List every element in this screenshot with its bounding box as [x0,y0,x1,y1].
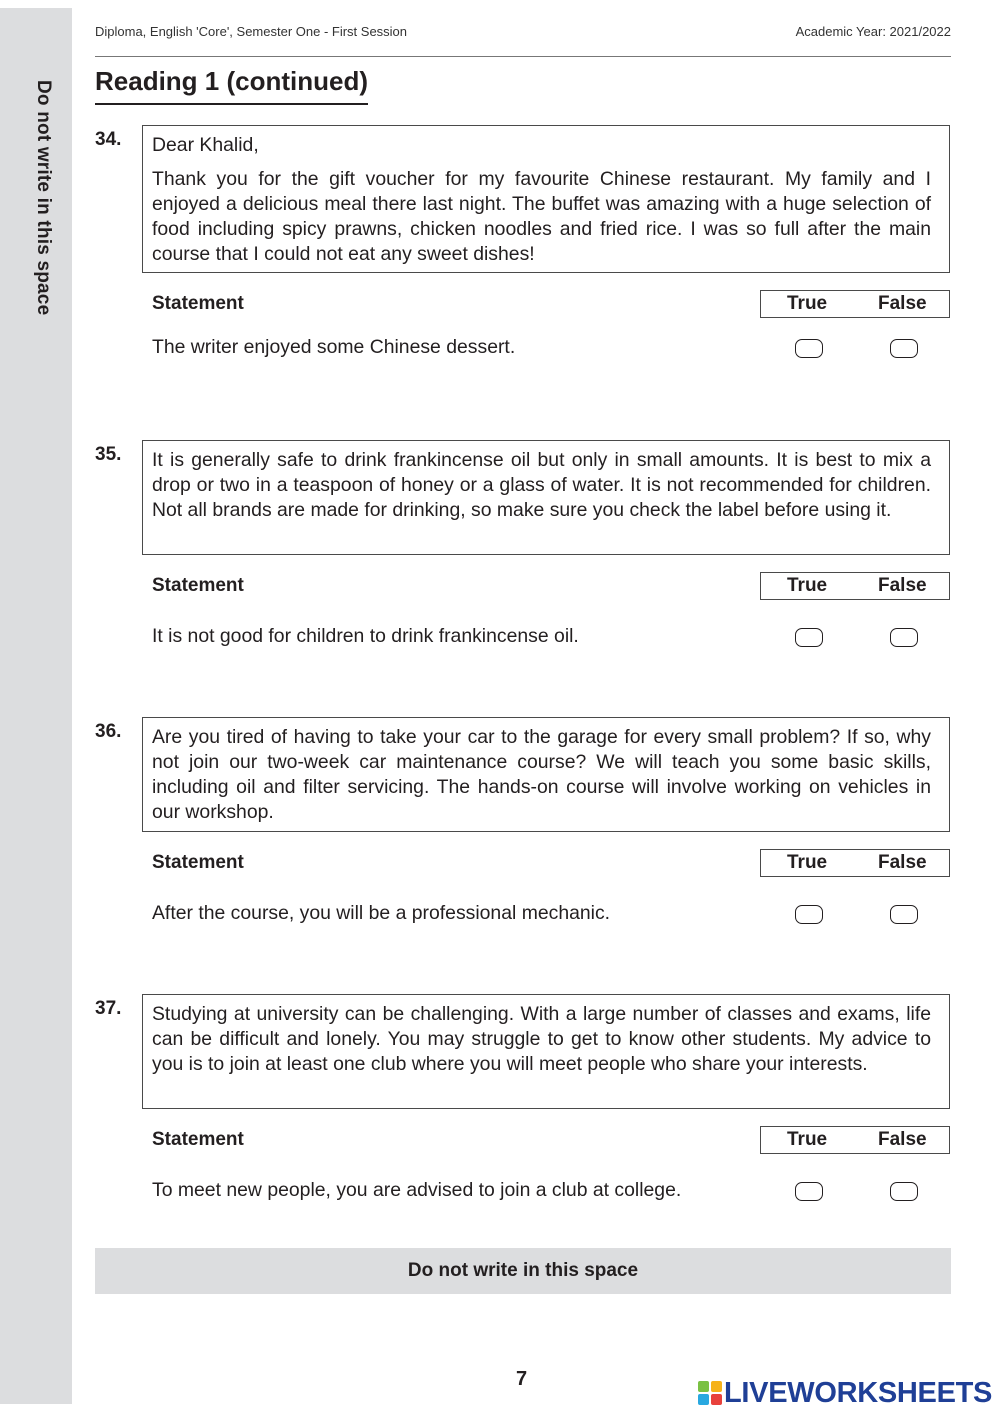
passage-text: Studying at university can be challenging. With a large number of classes and exams, life can be difficult and lonely. You may struggle to get to know other students. My advice to you is to join at least one club where you will meet people who share your interests. [152,1003,931,1075]
course-header: Diploma, English 'Core', Semester One - First Session [95,24,408,39]
question-35-true-option[interactable] [795,628,823,647]
passage-text: Thank you for the gift voucher for my favourite Chinese restaurant. My family and I enjoyed a delicious meal there last night. The buffet was amazing with a huge selection of food including spicy prawns, chicken noodles and fried rice. I was so full after the main course that I could not eat any sweet dishes! [152,168,931,265]
liveworksheets-logo-icon [698,1381,722,1405]
false-label: False [878,852,927,873]
true-label: True [787,575,828,596]
true-label: True [787,852,828,873]
question-34-false-option[interactable] [890,339,918,358]
liveworksheets-brand [698,1376,992,1410]
question-35-true-false-header [760,572,950,600]
question-36-passage [142,717,950,832]
left-margin-band [0,8,72,1404]
question-36-statement-header: Statement [152,852,244,873]
question-37-statement-header: Statement [152,1129,244,1150]
page-title: Reading 1 (continued) [95,66,368,105]
question-37-passage [142,994,950,1109]
question-34-passage [142,125,950,273]
brand-name: LIVEWORKSHEETS [724,1376,993,1409]
question-37-true-option[interactable] [795,1182,823,1201]
question-36-false-option[interactable] [890,905,918,924]
passage-salutation: Dear Khalid, [152,134,259,156]
false-label: False [878,575,927,596]
true-label: True [787,1129,828,1150]
footer-notice: Do not write in this space [95,1248,951,1294]
academic-year: Academic Year: 2021/2022 [795,24,951,39]
question-36-true-false-header [760,849,950,877]
question-35-statement-header: Statement [152,575,244,596]
question-34-true-option[interactable] [795,339,823,358]
question-36-number: 36. [95,721,122,742]
question-37-number: 37. [95,998,122,1019]
question-35-passage [142,440,950,555]
question-37-false-option[interactable] [890,1182,918,1201]
question-36-statement: After the course, you will be a professional mechanic. [152,902,611,924]
question-34-number: 34. [95,129,122,150]
question-37-statement: To meet new people, you are advised to join a club at college. [152,1179,682,1201]
question-34-true-false-header [760,290,950,318]
question-36-true-option[interactable] [795,905,823,924]
question-35-statement: It is not good for children to drink frankincense oil. [152,625,579,647]
header-divider [95,56,951,57]
page-number: 7 [516,1368,528,1390]
true-label: True [787,293,828,314]
margin-notice: Do not write in this space [33,80,54,316]
question-34-statement: The writer enjoyed some Chinese dessert. [152,336,516,358]
question-34-statement-header: Statement [152,293,244,314]
question-35-number: 35. [95,444,122,465]
passage-text: It is generally safe to drink frankincense oil but only in small amounts. It is best to mix a drop or two in a teaspoon of honey or a glass of water. It is not recommended for children. Not all brands are made for drinking, so make sure you check the label before using it. [152,449,931,521]
false-label: False [878,293,927,314]
false-label: False [878,1129,927,1150]
passage-text: Are you tired of having to take your car to the garage for every small problem? If so, why not join our two-week car maintenance course? We will teach you some basic skills, including oil and filter servicing. The hands-on course will involve working on vehicles in our workshop. [152,726,931,823]
question-35-false-option[interactable] [890,628,918,647]
question-37-true-false-header [760,1126,950,1154]
